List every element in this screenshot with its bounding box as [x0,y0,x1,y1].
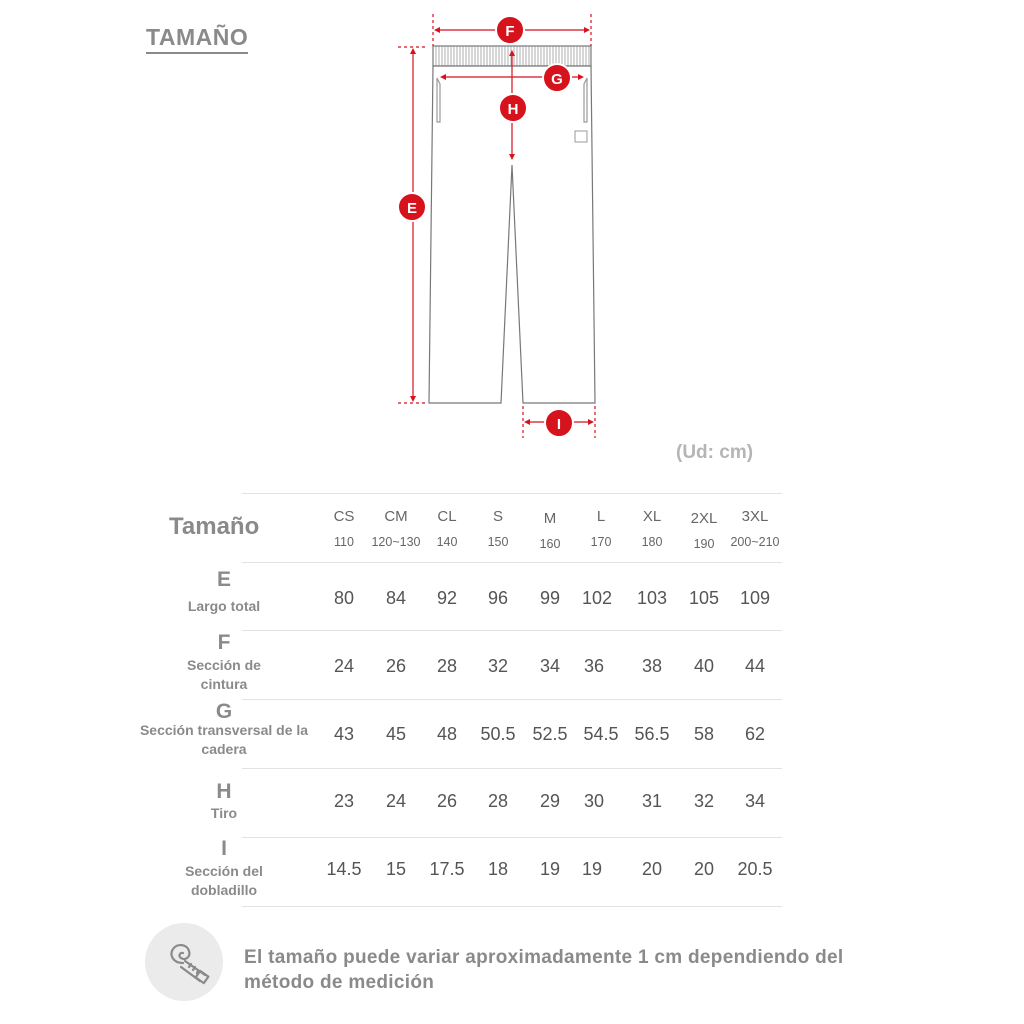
marker-f-label: F [505,23,515,40]
unit-label: (Ud: cm) [676,442,754,463]
column-height: 180 [641,535,663,549]
page-title: TAMAÑO [146,24,248,54]
marker-h [499,94,527,122]
column-size-code: XL [642,508,662,525]
table-cell: 29 [539,791,561,811]
marker-e [398,193,426,221]
marker-h-label: H [507,101,519,118]
column-height: 110 [334,535,354,549]
row-letter: I [221,837,227,860]
table-cell: 54.5 [583,724,619,744]
table-cell: 24 [333,656,355,676]
marker-g-label: G [551,71,563,88]
table-cell: 52.5 [532,724,568,744]
measuring-tape-icon [145,923,223,1001]
column-height: 160 [539,537,561,551]
table-cell: 40 [693,656,715,676]
column-size-code: CM [384,508,408,525]
column-height: 140 [436,535,458,549]
row-label: Sección transversal de la cadera [139,722,309,757]
row-letter: F [217,631,231,654]
table-cell: 84 [385,588,407,608]
row-letter: G [215,700,233,723]
table-cell: 56.5 [634,724,670,744]
measurement-note: El tamaño puede variar aproximadamente 1 cm dependiendo del método de medición [244,947,844,993]
table-cell: 38 [641,656,663,676]
table-cell: 96 [487,588,509,608]
table-cell: 36 [583,656,605,676]
table-cell: 17.5 [429,859,465,879]
table-cell: 28 [487,791,509,811]
column-size-code: 3XL [741,508,769,525]
table-divider [242,768,782,769]
table-cell: 15 [385,859,407,879]
table-cell: 19 [539,859,561,879]
table-cell: 20.5 [737,859,773,879]
table-cell: 99 [539,588,561,608]
marker-g [543,64,571,92]
table-divider [242,493,782,494]
table-cell: 32 [487,656,509,676]
row-letter: H [216,780,232,803]
table-cell: 26 [436,791,458,811]
table-cell: 32 [693,791,715,811]
table-cell: 14.5 [326,859,362,879]
column-size-code: CL [437,508,457,525]
table-cell: 109 [739,588,771,608]
table-cell: 43 [333,724,355,744]
column-height: 200~210 [730,535,780,549]
row-label: Tiro [210,805,238,821]
marker-e-label: E [406,200,418,217]
table-cell: 34 [744,791,766,811]
table-cell: 50.5 [480,724,516,744]
column-height: 150 [487,535,509,549]
row-letter: E [216,568,231,591]
table-cell: 92 [436,588,458,608]
table-divider [242,562,782,563]
table-cell: 20 [641,859,663,879]
table-cell: 105 [688,588,720,608]
table-cell: 19 [581,859,603,879]
marker-f [496,16,524,44]
table-divider [242,906,782,907]
table-cell: 23 [333,791,355,811]
table-cell: 18 [487,859,509,879]
column-size-code: 2XL [690,510,718,527]
table-cell: 31 [641,791,663,811]
table-cell: 44 [744,656,766,676]
column-height: 190 [693,537,715,551]
row-label: Sección de cintura [187,657,261,692]
table-cell: 20 [693,859,715,879]
table-cell: 24 [385,791,407,811]
table-cell: 30 [583,791,605,811]
marker-i [545,409,573,437]
table-cell: 103 [636,588,668,608]
marker-i-label: I [556,416,562,433]
column-size-code: CS [333,508,355,525]
column-height: 170 [590,535,612,549]
table-cell: 80 [333,588,355,608]
row-label: Sección del dobladillo [185,863,263,898]
table-cell: 48 [436,724,458,744]
table-cell: 45 [385,724,407,744]
table-cell: 58 [693,724,715,744]
table-cell: 102 [581,588,613,608]
column-size-code: L [596,508,606,525]
column-size-code: S [492,508,503,525]
column-height: 120~130 [371,535,421,549]
pants-measurement-diagram [0,0,1024,450]
row-label: Largo total [187,598,261,614]
table-cell: 26 [385,656,407,676]
table-header-label: Tamaño [169,513,260,540]
column-size-code: M [543,510,557,527]
table-cell: 28 [436,656,458,676]
table-cell: 34 [539,656,561,676]
table-cell: 62 [744,724,766,744]
